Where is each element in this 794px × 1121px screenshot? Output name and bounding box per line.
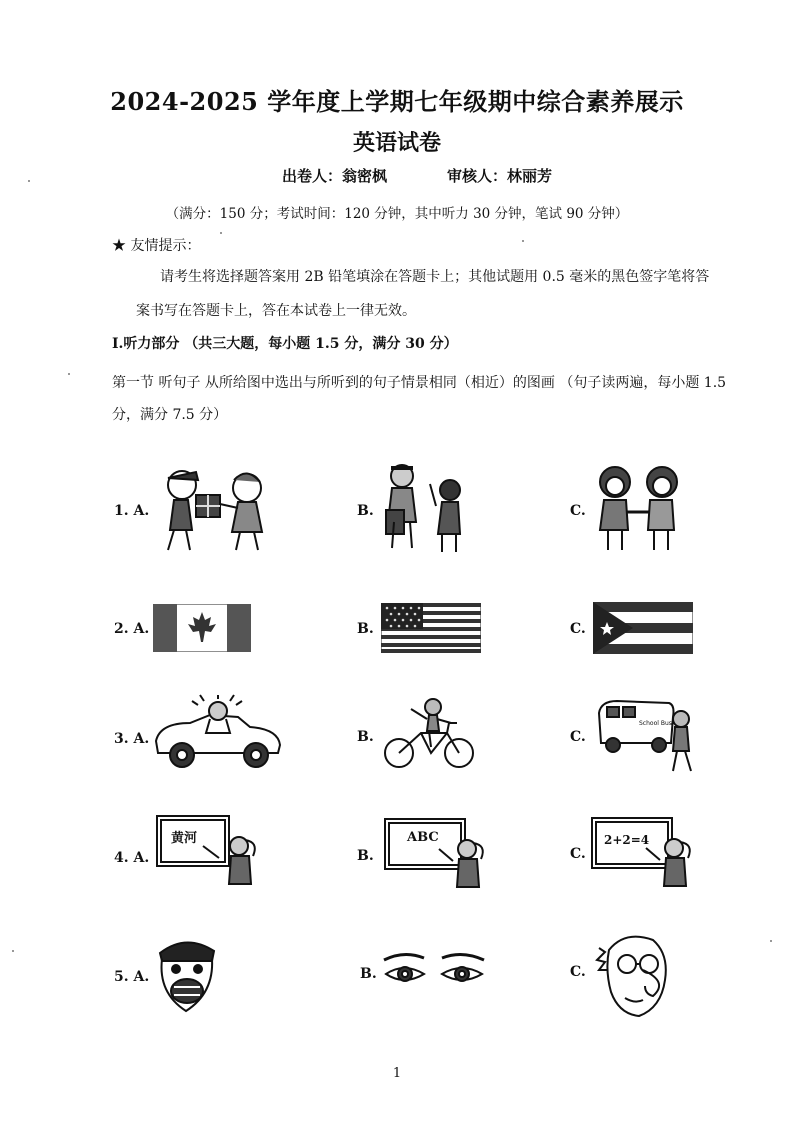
q1a-gift-exchange-image bbox=[152, 460, 282, 555]
page-number: 1 bbox=[392, 1066, 402, 1081]
bus-text: School Bus bbox=[639, 720, 672, 727]
scan-speck bbox=[68, 373, 70, 375]
q3-label-b: B. bbox=[357, 729, 374, 745]
q5-label-c: C. bbox=[570, 964, 586, 980]
q5b-eyes-image bbox=[382, 950, 488, 992]
scan-speck bbox=[12, 950, 14, 952]
section-heading: I.听力部分 （共三大题，每小题 1.5 分，满分 30 分） bbox=[112, 336, 458, 352]
q4c-teacher-board-image bbox=[590, 814, 700, 892]
q2b-usa-flag-image bbox=[381, 603, 481, 653]
q1-label-b: B. bbox=[357, 503, 374, 519]
q3b-bike-riding-image bbox=[381, 697, 477, 769]
q4b-teacher-board-image bbox=[383, 815, 493, 893]
q5-label-b: B. bbox=[360, 966, 377, 982]
tips-line-2: 案书写在答题卡上，答在本试卷上一律无效。 bbox=[136, 303, 416, 319]
q5a-open-mouth-image bbox=[152, 933, 222, 1019]
reviewer: 审核人：林丽芳 bbox=[447, 167, 553, 185]
q5c-nose-face-image bbox=[595, 930, 675, 1022]
scan-speck bbox=[220, 232, 222, 234]
q1-label-a: 1. A. bbox=[114, 503, 150, 519]
q3-label-c: C. bbox=[570, 729, 586, 745]
tips-line-1: 请考生将选择题答案用 2B 铅笔填涂在答题卡上；其他试题用 0.5 毫米的黑色签字笔将答 bbox=[160, 269, 710, 285]
q4-label-a: 4. A. bbox=[114, 850, 150, 866]
scan-speck bbox=[28, 180, 30, 182]
q4a-board-text: 黄河 bbox=[171, 831, 198, 846]
q4-label-c: C. bbox=[570, 846, 586, 862]
q4b-board-text: ABC bbox=[407, 830, 439, 845]
q2-label-a: 2. A. bbox=[114, 621, 150, 637]
q4c-board-text: 2+2=4 bbox=[604, 833, 650, 847]
q1b-waving-image bbox=[380, 462, 470, 554]
tips-heading: ★ 友情提示： bbox=[112, 238, 201, 254]
q2-label-b: B. bbox=[357, 621, 374, 637]
q2a-canada-flag-image bbox=[153, 604, 251, 652]
q5-label-a: 5. A. bbox=[114, 969, 150, 985]
q3a-car-driving-image bbox=[150, 693, 285, 775]
scan-speck bbox=[522, 240, 524, 242]
exam-subtitle: 英语试卷 bbox=[352, 130, 441, 156]
exam-title: 2024-2025 学年度上学期七年级期中综合素养展示 bbox=[110, 87, 684, 116]
setter: 出卷人：翁密枫 bbox=[282, 167, 388, 185]
q4a-teacher-board-image bbox=[155, 812, 265, 890]
q4-label-b: B. bbox=[357, 848, 374, 864]
q1-label-c: C. bbox=[570, 503, 586, 519]
exam-note: （满分：150 分；考试时间：120 分钟，其中听力 30 分钟，笔试 90 分钟） bbox=[165, 206, 629, 222]
scan-speck bbox=[770, 940, 772, 942]
q2-label-c: C. bbox=[570, 621, 586, 637]
q2c-cuba-flag-image bbox=[593, 602, 693, 654]
authors-line bbox=[282, 165, 552, 186]
q1c-handshake-image bbox=[590, 462, 690, 554]
part1-instructions: 第一节 听句子 从所给图中选出与所听到的句子情景相同（相近）的图画 （句子读两遍，每小题 1.5 分，满分 7.5 分） bbox=[112, 375, 727, 423]
q3c-bus-boy-image bbox=[597, 695, 697, 775]
q3-label-a: 3. A. bbox=[114, 731, 150, 747]
